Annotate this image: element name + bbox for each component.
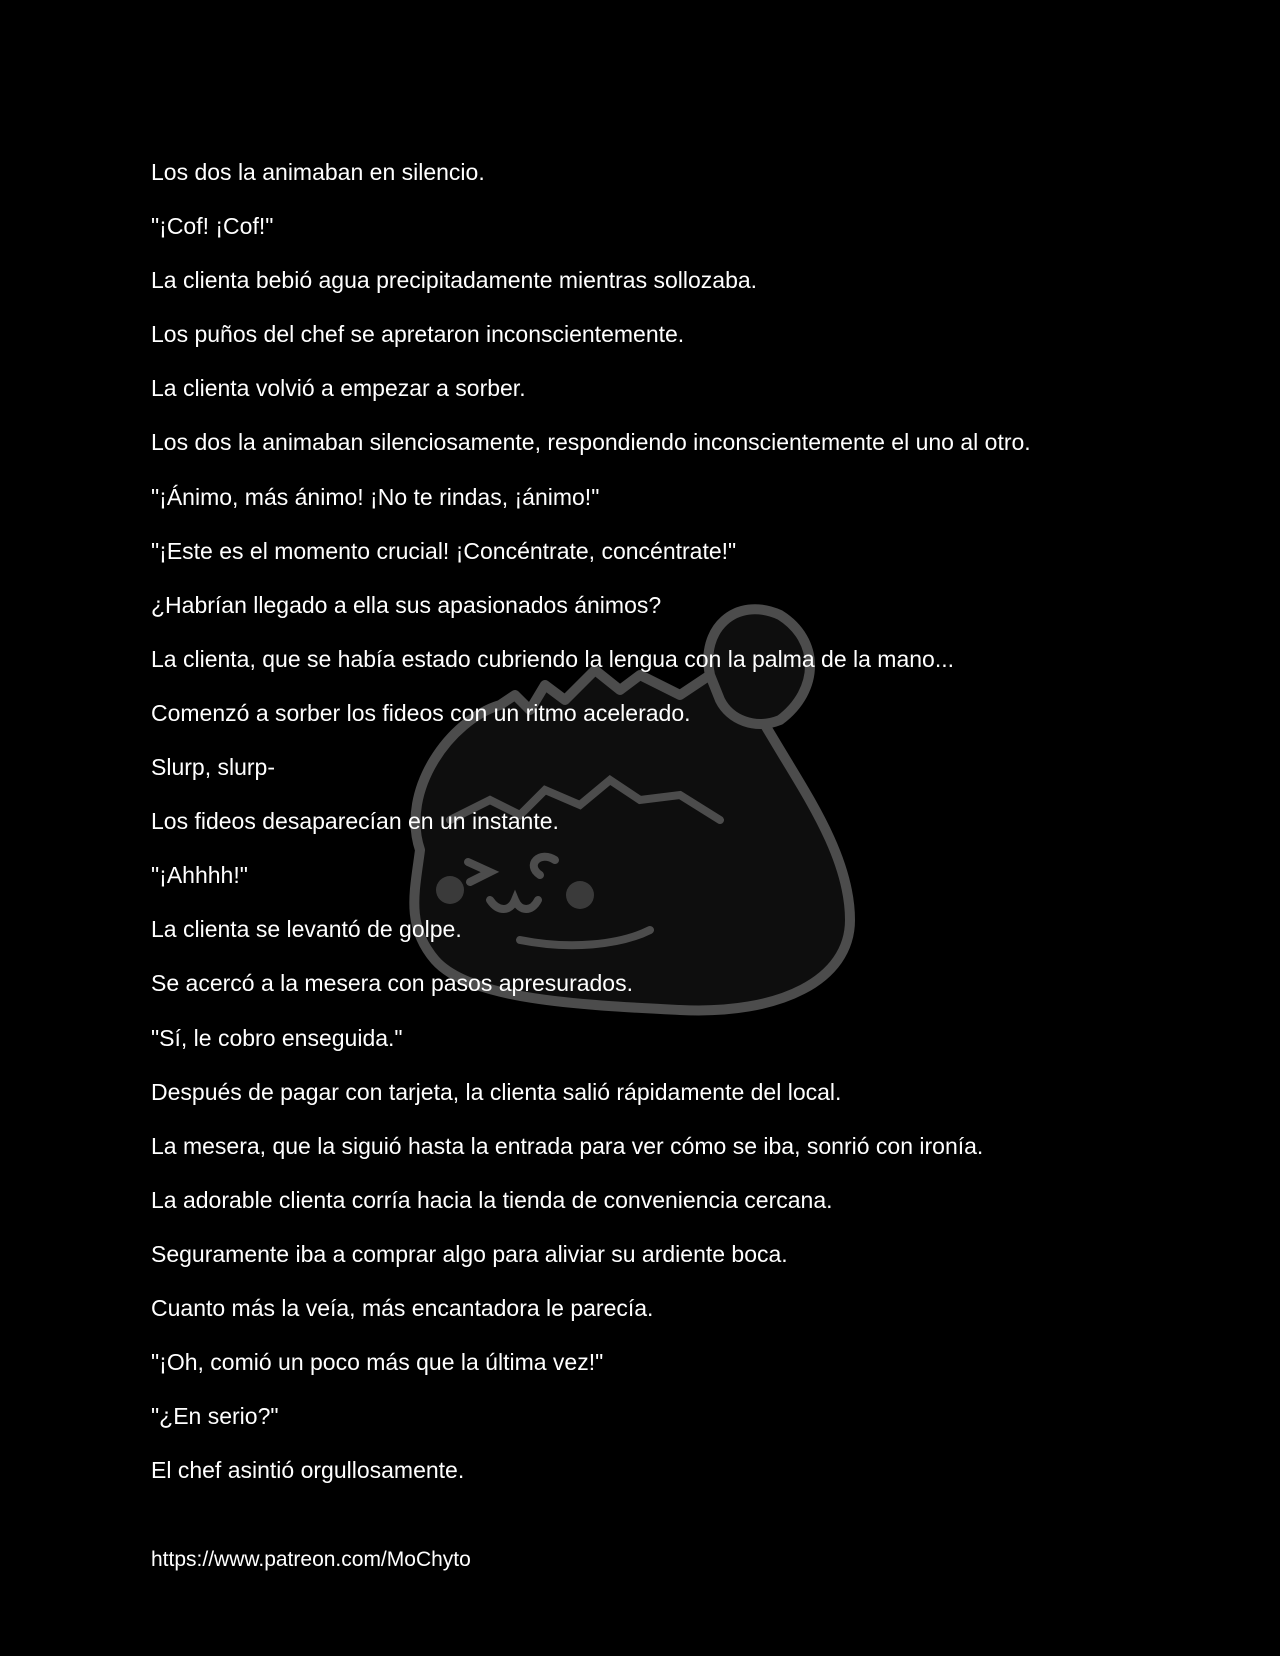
story-line: "¡Ahhhh!" [151,862,248,889]
story-text [151,145,1211,1497]
story-line: Los dos la animaban silenciosamente, respondiendo inconscientemente el uno al otro. [151,429,1031,456]
story-line: La mesera, que la siguió hasta la entrada para ver cómo se iba, sonrió con ironía. [151,1132,984,1159]
story-line: La clienta volvió a empezar a sorber. [151,375,526,402]
story-line: La clienta bebió agua precipitadamente mientras sollozaba. [151,267,758,294]
story-line: Los puños del chef se apretaron inconscientemente. [151,321,685,348]
story-line: Comenzó a sorber los fideos con un ritmo acelerado. [151,699,691,726]
story-line: "¡Cof! ¡Cof!" [151,213,274,240]
patreon-link[interactable]: https://www.patreon.com/MoChyto [151,1548,471,1571]
story-line: ¿Habrían llegado a ella sus apasionados ánimos? [151,591,662,618]
story-line: Cuanto más la veía, más encantadora le parecía. [151,1294,654,1321]
story-line: "¡Este es el momento crucial! ¡Concéntrate, concéntrate!" [151,537,737,564]
story-line: "Sí, le cobro enseguida." [151,1024,403,1051]
story-line: La clienta, que se había estado cubriendo la lengua con la palma de la mano... [151,645,955,672]
story-line: La clienta se levantó de golpe. [151,916,462,943]
story-line: Seguramente iba a comprar algo para aliviar su ardiente boca. [151,1240,788,1267]
story-line: Los dos la animaban en silencio. [151,159,485,185]
story-line: "¿En serio?" [151,1403,279,1430]
story-line: Después de pagar con tarjeta, la clienta salió rápidamente del local. [151,1078,842,1105]
story-line: La adorable clienta corría hacia la tienda de conveniencia cercana. [151,1186,833,1213]
story-line: "¡Ánimo, más ánimo! ¡No te rindas, ¡ánimo!" [151,483,600,510]
story-line: Los fideos desaparecían en un instante. [151,808,559,835]
story-line: El chef asintió orgullosamente. [151,1457,465,1484]
story-line: Se acercó a la mesera con pasos apresurados. [151,970,633,997]
story-line: "¡Oh, comió un poco más que la última vez!" [151,1349,604,1376]
story-line: Slurp, slurp- [151,754,275,781]
